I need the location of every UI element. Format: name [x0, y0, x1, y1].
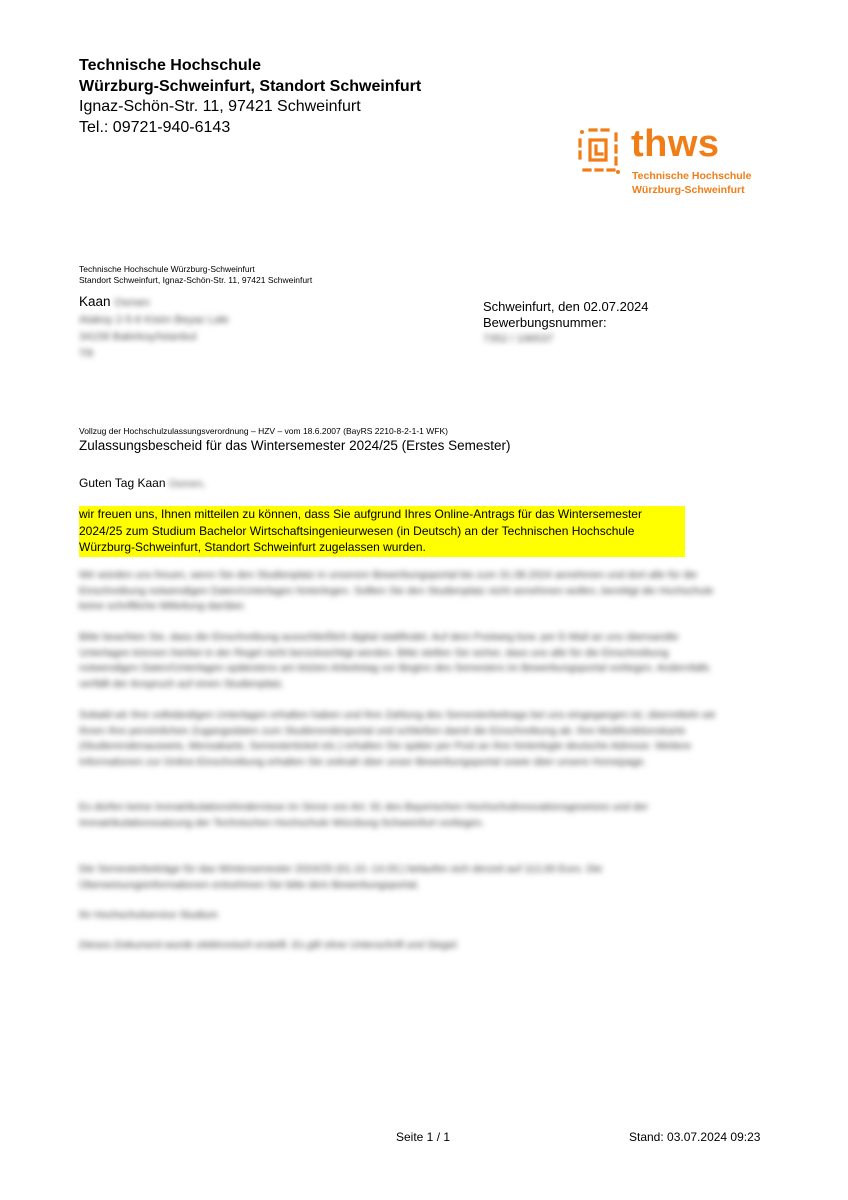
- logo-subtitle-line2: Würzburg-Schweinfurt: [632, 184, 745, 196]
- body-paragraph-4: Es dürfen keine Immatrikulationshindernisse im Sinne von Art. 91 des Bayerischen Hochschulinnovationsgesetzes und der Immatrikulationssatzung der Technischen Hochschule Würzburg-Schweinfurt vorliegen.: [79, 801, 649, 829]
- document-stand-timestamp: Stand: 03.07.2024 09:23: [629, 1130, 761, 1144]
- body-paragraph-7: Dieses Dokument wurde elektronisch erstellt. Es gilt ohne Unterschrift und Siegel.: [79, 939, 459, 951]
- recipient-country: TR: [79, 348, 94, 360]
- greeting: [79, 476, 206, 490]
- logo-subtitle-line1: Technische Hochschule: [632, 170, 752, 182]
- thws-logo: [574, 122, 774, 202]
- sender-line1: Technische Hochschule Würzburg-Schweinfurt: [79, 264, 255, 274]
- recipient-street: Atakoy 2-5-6 Kisim Beyaz Lale: [79, 314, 229, 326]
- application-number-label: Bewerbungsnummer:: [483, 315, 607, 330]
- page-number: Seite 1 / 1: [396, 1130, 451, 1144]
- institution-header: [79, 56, 421, 138]
- institution-name-line2: Würzburg-Schweinfurt, Standort Schweinfurt: [79, 77, 422, 95]
- institution-name-line1: Technische Hochschule: [79, 57, 261, 74]
- body-paragraph-6: Ihr Hochschulservice Studium: [79, 909, 218, 921]
- recipient-surname: Osmen: [114, 297, 150, 309]
- institution-phone: Tel.: 09721-940-6143: [79, 118, 231, 136]
- body-paragraph-2: Bitte beachten Sie, dass die Einschreibung ausschließlich digital stattfindet. Auf dem Postweg bzw. per E-Mail an uns übersandte Unterlagen können hierbei in der Regel nicht berücksichtigt werden. Bitte stellen Sie sicher, dass uns alle für die Einschreibung notwendigen Daten/Unterlagen spätestens am letzten Arbeitstag vor Beginn des Semesters im Bewerbungsportal vorliegen. Andernfalls verfällt der Anspruch auf einen Studienplatz.: [79, 631, 710, 690]
- logo-wordmark: thws: [631, 123, 720, 165]
- institution-address: Ignaz-Schön-Str. 11, 97421 Schweinfurt: [79, 98, 361, 115]
- application-number: 7352 / 196537: [483, 333, 554, 345]
- law-reference: Vollzug der Hochschulzulassungsverordnung – HZV – vom 18.6.2007 (BayRS 2210-8-2-1-1 WFK): [79, 426, 448, 436]
- greeting-prefix: Guten Tag Kaan: [79, 476, 166, 490]
- letter-subject: Zulassungsbescheid für das Wintersemester 2024/25 (Erstes Semester): [79, 438, 511, 453]
- body-paragraph-5: Die Semesterbeiträge für das Wintersemester 2024/25 (01.10.-14.03.) belaufen sich derzeit auf 112,00 Euro. Die Überweisungsinformationen entnehmen Sie bitte dem Bewerbungsportal.: [79, 863, 603, 891]
- sender-line2: Standort Schweinfurt, Ignaz-Schön-Str. 11, 97421 Schweinfurt: [79, 275, 313, 285]
- letter-date: Schweinfurt, den 02.07.2024: [483, 299, 649, 314]
- recipient-city: 34158 Bakirkoy/Istanbul: [79, 331, 197, 343]
- body-paragraph-1: Wir würden uns freuen, wenn Sie den Studienplatz in unserem Bewerbungsportal bis zum 31.08.2024 annehmen und dort alle für die Einschreibung notwendigen Daten/Unterlagen hinterlegen. Sollten Sie den Studienplatz nicht annehmen wollen, benötigt die Hochschule keine schriftliche Mitteilung darüber.: [79, 569, 714, 613]
- thws-logo-icon: [576, 126, 624, 176]
- body-paragraph-3: Sobald wir Ihre vollständigen Unterlagen erhalten haben und Ihre Zahlung des Semesterbeitrags bei uns eingegangen ist, übermitteln wir Ihnen Ihre persönlichen Zugangsdaten zum Studierendenportal und schließen damit die Einschreibung ab. Ihre Multifunktionskarte (Studierendenausweis, Mensakarte, Semesterticket etc.) erhalten Sie später per Post an Ihre hinterlegte deutsche Adresse. Weitere Informationen zur Online-Einschreibung erhalten Sie zeitnah über unser Bewerbungsportal sowie über unsere Homepage.: [79, 709, 716, 768]
- date-block: [483, 299, 649, 347]
- recipient-address: [79, 293, 229, 363]
- admission-notice-highlight: wir freuen uns, Ihnen mitteilen zu können, dass Sie aufgrund Ihres Online-Antrags für das Wintersemester 2024/25 zum Studium Bachelor Wirtschaftsingenieurwesen (in Deutsch) an der Technischen Hochschule Würzburg-Schweinfurt, Standort Schweinfurt zugelassen wurden.: [79, 506, 685, 557]
- greeting-name: Osmen,: [168, 478, 206, 490]
- recipient-first-name: Kaan: [79, 294, 111, 309]
- sender-line: [79, 264, 312, 286]
